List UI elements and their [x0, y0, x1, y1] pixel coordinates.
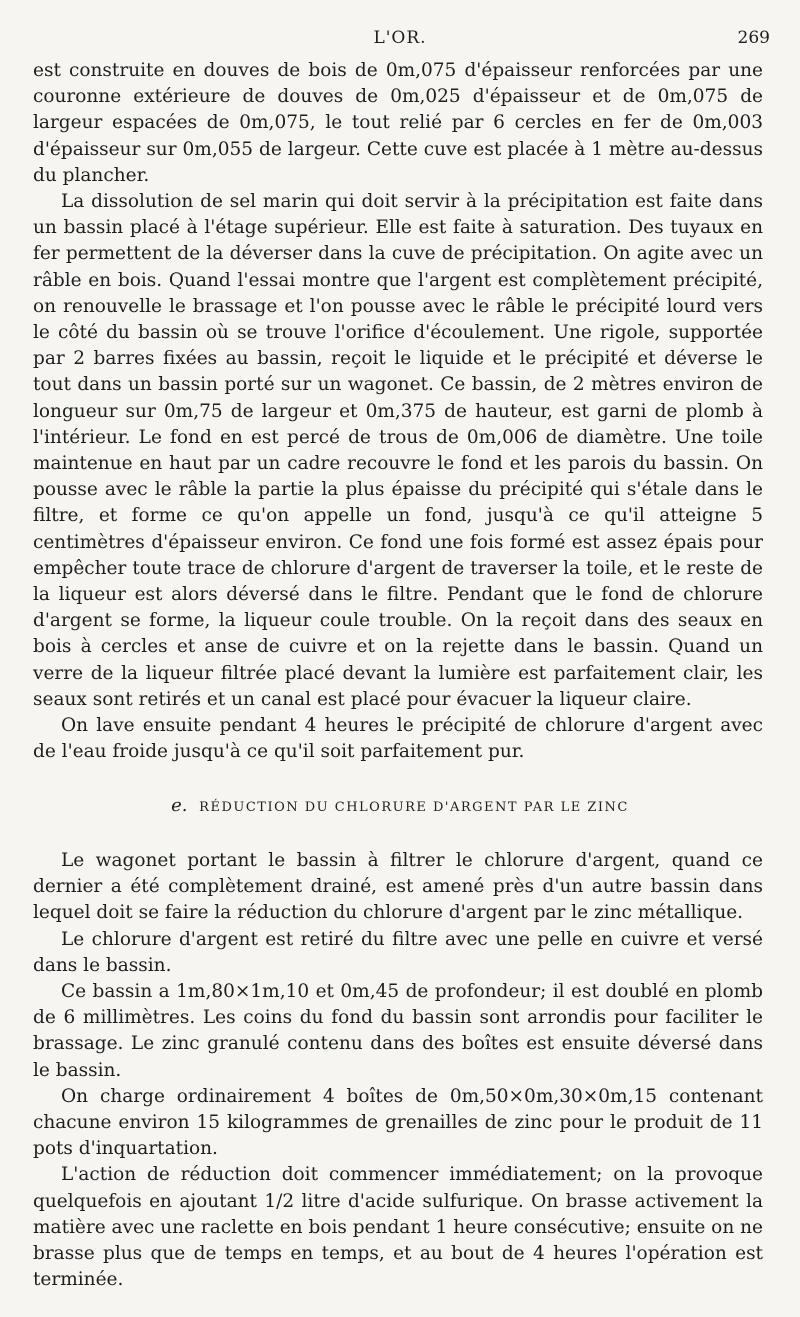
paragraph: Le chlorure d'argent est retiré du filtre avec une pelle en cuivre et versé dans le bassin. — [33, 928, 763, 976]
paragraph: On lave ensuite pendant 4 heures le précipité de chlorure d'argent avec de l'eau froide jusqu'à ce qu'il soit parfaitement pur. — [33, 715, 763, 763]
paragraph: est construite en douves de bois de 0m,075 d'épaisseur renforcées par une couronne extérieure de douves de 0m,025 d'épaisseur et de 0m,075 de largeur espacées de 0m,075, le tout relié par 6 cercles en fer de 0m,003 d'épaisseur sur 0m,055 de largeur. Cette cuve est placée à 1 mètre au-dessus du plancher. — [33, 60, 763, 186]
paragraph: La dissolution de sel marin qui doit servir à la précipitation est faite dans un bassin placé à l'étage supérieur. Elle est faite à saturation. Des tuyaux en fer permettent de la déverser dans la cuve de précipitation. On agite avec un râble en bois. Quand l'essai montre que l'argent est complètement précipité, on renouvelle le brassage et l'on pousse avec le râble le précipité lourd vers le côté du bassin où se trouve l'orifice d'écoulement. Une rigole, supportée par 2 barres fixées au bassin, reçoit le liquide et le précipité et déverse le tout dans un bassin porté sur un wagonet. Ce bassin, de 2 mètres environ de longueur sur 0m,75 de largeur et 0m,375 de hauteur, est garni de plomb à l'intérieur. Le fond en est percé de trous de 0m,006 de diamètre. Une toile maintenue en haut par un cadre recouvre le fond et les parois du bassin. On pousse avec le râble la partie la plus épaisse du précipité qui s'étale dans le filtre, et forme ce qu'on appelle un fond, jusqu'à ce qu'il atteigne 5 centimètres d'épaisseur environ. Ce fond une fois formé est assez épais pour empêcher toute trace de chlorure d'argent de traverser la toile, et le reste de la liqueur est alors déversé dans le filtre. Pendant que le fond de chlorure d'argent se forme, la liqueur coule trouble. On la reçoit dans des seaux en bois à cercles et anse de cuivre et on la rejette dans le bassin. Quand un verre de la liqueur filtrée placé devant la lumière est parfaitement clair, les seaux sont retirés et un canal est placé pour évacuer la liqueur claire. — [33, 191, 763, 710]
section-letter: e. — [171, 795, 188, 816]
paragraph: Le wagonet portant le bassin à filtrer le chlorure d'argent, quand ce dernier a été complètement drainé, est amené près d'un autre bassin dans lequel doit se faire la réduction du chlorure d'argent par le zinc métallique. — [33, 850, 763, 924]
paragraph: On charge ordinairement 4 boîtes de 0m,50×0m,30×0m,15 contenant chacune environ 15 kilogrammes de grenailles de zinc pour le produit de 11 pots d'inquartation. — [33, 1085, 763, 1160]
paragraph: Ce bassin a 1m,80×1m,10 et 0m,45 de profondeur; il est doublé en plomb de 6 millimètres. Les coins du fond du bassin sont arrondis pour faciliter le brassage. Le zinc granulé contenu dans des boîtes est ensuite déversé dans le bassin. — [33, 981, 763, 1081]
section-heading — [0, 795, 800, 816]
section-title: RÉDUCTION DU CHLORURE D'ARGENT PAR LE ZINC — [199, 800, 629, 815]
text-block-top — [33, 58, 763, 765]
text-block-bottom — [33, 848, 763, 1293]
running-title: L'OR. — [373, 28, 427, 48]
paragraph: L'action de réduction doit commencer immédiatement; on la provoque quelquefois en ajoutant 1/2 litre d'acide sulfurique. On brasse activement la matière avec une raclette en bois pendant 1 heure consécutive; ensuite on ne brasse plus que de temps en temps, et au bout de 4 heures l'opération est terminée. — [33, 1164, 763, 1291]
page-number: 269 — [737, 28, 770, 48]
